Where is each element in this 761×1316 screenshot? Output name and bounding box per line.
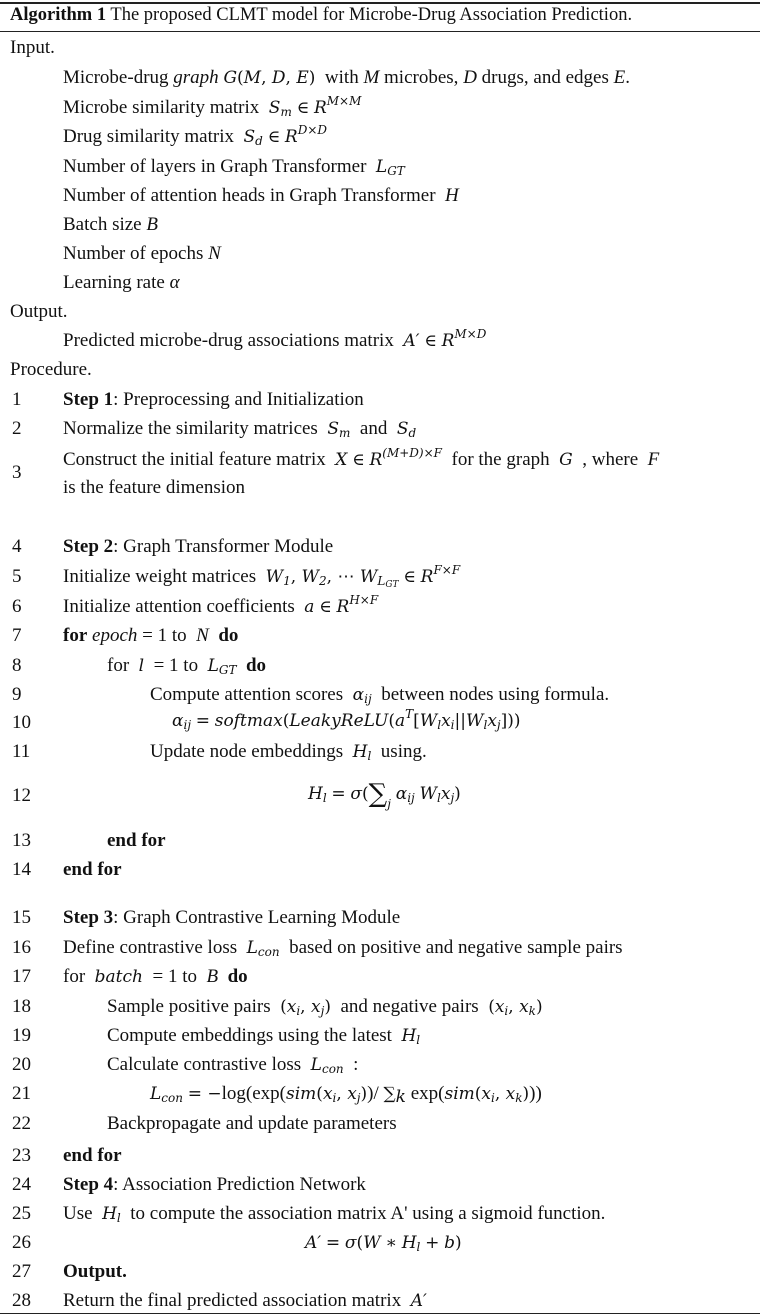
top-rule (0, 2, 760, 4)
input-layers: Number of layers in Graph Transformer $L_{GT}$ (63, 156, 405, 178)
line-12-formula: $H_l = \sigma(\sum_j$ $\alpha_{ij}$ $W_lx_j$) (308, 779, 461, 811)
line-number: 15 (12, 907, 31, 928)
line-25: Use $H_l$ to compute the association matrix A' using a sigmoid function. (63, 1203, 606, 1225)
line-number: 1 (12, 389, 22, 410)
line-number: 6 (12, 596, 22, 617)
line-number: 18 (12, 996, 31, 1017)
step-1: Step 1: Preprocessing and Initialization (63, 389, 364, 410)
step-4: Step 4: Association Prediction Network (63, 1174, 366, 1195)
line-16: Define contrastive loss $L_{con}$ based on positive and negative sample pairs (63, 937, 623, 959)
line-11: Update node embeddings $H_l$ using. (150, 741, 427, 763)
line-number: 13 (12, 830, 31, 851)
line-number: 21 (12, 1083, 31, 1104)
line-number: 26 (12, 1232, 31, 1253)
algorithm-caption: The proposed CLMT model for Microbe-Drug Association Prediction. (110, 5, 633, 25)
input-epochs: Number of epochs N (63, 243, 221, 264)
line-number: 17 (12, 966, 31, 987)
line-13: end for (107, 830, 166, 851)
output-header: Output. (10, 301, 68, 322)
line-5: Initialize weight matrices $W_1$, $W_2$, ⋯ $W_{L_{GT}}$ ∈ $R^{F\times F}$ (63, 563, 461, 590)
title-rule (0, 31, 760, 32)
line-14: end for (63, 859, 122, 880)
line-number: 27 (12, 1261, 31, 1282)
input-microbe-similarity: Microbe similarity matrix $S_m$ ∈ $R^{M\times M}$ (63, 94, 362, 119)
line-20: Calculate contrastive loss $L_{con}$ : (107, 1054, 359, 1076)
line-number: 11 (12, 741, 31, 762)
line-number: 23 (12, 1145, 31, 1166)
input-learning-rate: Learning rate α (63, 272, 180, 293)
step-3: Step 3: Graph Contrastive Learning Module (63, 907, 401, 928)
line-number: 5 (12, 566, 22, 587)
line-number: 24 (12, 1174, 31, 1195)
input-graph: Microbe-drug graph G(M, D, E) with M microbes, D drugs, and edges E. (63, 67, 630, 88)
line-18: Sample positive pairs ($x_i$, $x_j$) and negative pairs ($x_i$, $x_k$) (107, 996, 543, 1018)
line-21-formula: $L_{con} = -\log(\exp(sim(x_i$, $x_j))/$ $\sum_k$ $\exp(sim(x_i$, $x_k$))) (150, 1083, 542, 1107)
line-number: 16 (12, 937, 31, 958)
line-2: Normalize the similarity matrices $S_m$ and $S_d$ (63, 418, 417, 440)
line-number: 9 (12, 684, 22, 705)
line-23: end for (63, 1145, 122, 1166)
line-22: Backpropagate and update parameters (107, 1113, 397, 1134)
line-10-formula: $\alpha_{ij}$ = $softmax(LeakyReLU(a^T[W_lx_i||W_lx_j]))$ (172, 707, 521, 732)
step-2: Step 2: Graph Transformer Module (63, 536, 334, 557)
input-batch: Batch size B (63, 214, 158, 235)
line-number: 7 (12, 625, 22, 646)
line-number: 3 (12, 462, 22, 483)
line-number: 28 (12, 1290, 31, 1311)
line-number: 2 (12, 418, 22, 439)
output-desc: Predicted microbe-drug associations matrix A′ ∈ $R^{M\times D}$ (63, 327, 487, 351)
input-header: Input. (10, 37, 55, 58)
line-number: 22 (12, 1113, 31, 1134)
line-27: Output. (63, 1261, 127, 1282)
line-26-formula: A′ = σ(W ∗ $H_l + b$) (305, 1233, 462, 1254)
input-heads: Number of attention heads in Graph Transformer H (63, 185, 459, 206)
line-8: for l = 1 to $L_{GT}$ do (107, 655, 267, 677)
line-number: 19 (12, 1025, 31, 1046)
procedure-header: Procedure. (10, 359, 92, 380)
algorithm-title (10, 5, 632, 26)
line-17: for batch = 1 to B do (63, 966, 248, 987)
line-7: for epoch = 1 to N do (63, 625, 239, 646)
algorithm-label: Algorithm 1 (10, 5, 107, 25)
input-drug-similarity: Drug similarity matrix $S_d$ ∈ $R^{D\times D}$ (63, 123, 328, 148)
bottom-rule (0, 1313, 760, 1314)
line-9: Compute attention scores $\alpha_{ij}$ between nodes using formula. (150, 684, 610, 706)
line-3-cont: is the feature dimension (63, 477, 246, 498)
line-19: Compute embeddings using the latest $H_l$ (107, 1025, 421, 1047)
line-3: Construct the initial feature matrix X ∈ $R^{(M+D)\times F}$ for the graph G , where F (63, 446, 660, 470)
line-number: 10 (12, 712, 31, 733)
line-number: 25 (12, 1203, 31, 1224)
line-28: Return the final predicted association matrix A′ (63, 1290, 427, 1311)
line-number: 14 (12, 859, 31, 880)
line-number: 8 (12, 655, 22, 676)
line-6: Initialize attention coefficients a ∈ $R^{H\times F}$ (63, 593, 379, 617)
line-number: 12 (12, 785, 31, 806)
line-number: 4 (12, 536, 22, 557)
line-number: 20 (12, 1054, 31, 1075)
